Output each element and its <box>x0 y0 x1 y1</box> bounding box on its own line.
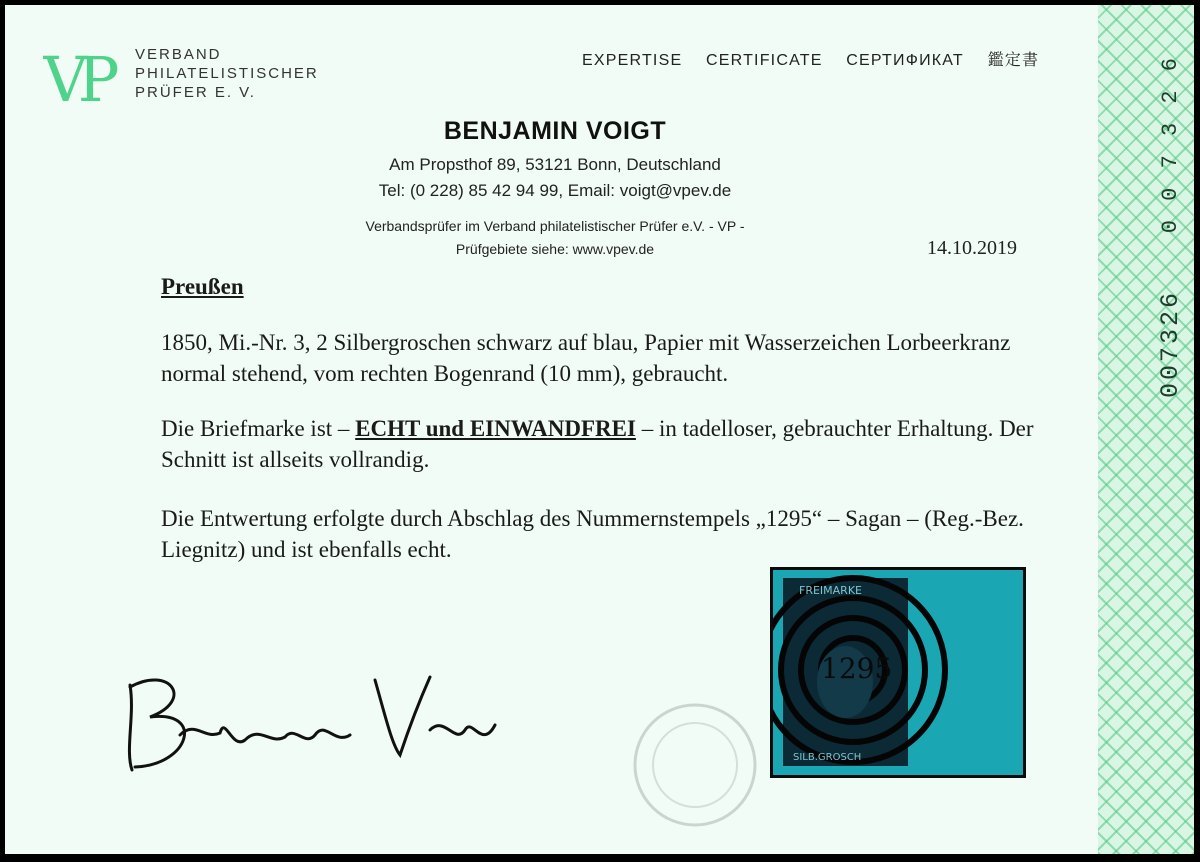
authenticity-suffix: – in tadelloser, gebrauchter Erhaltung. Der Schnitt ist allseits vollrandig. <box>161 416 1034 472</box>
stamp-description: 1850, Mi.-Nr. 3, 2 Silbergroschen schwarz auf blau, Papier mit Wasserzeichen Lorbeerkranz normal stehend, vom rechten Bogenrand (10 mm), gebraucht. <box>161 330 1011 386</box>
security-pattern-border <box>1098 5 1194 854</box>
vp-logo <box>43 43 123 107</box>
expert-contact: Tel: (0 228) 85 42 94 99, Email: voigt@vpev.de <box>378 181 732 200</box>
heading-russian: СЕРТИФИКАТ <box>846 52 964 69</box>
cancellation-rings <box>773 570 1023 775</box>
authenticity-verdict: ECHT und EINWANDFREI <box>355 416 636 441</box>
cancellation-statement: Die Entwertung erfolgte durch Abschlag des Nummernstempels „1295“ – Sagan – (Reg.-Bez. Liegnitz) und ist ebenfalls echt. <box>161 506 1024 562</box>
signature <box>110 655 510 785</box>
expert-address: Am Propsthof 89, 53121 Bonn, Deutschland <box>389 155 721 174</box>
heading-certificate: CERTIFICATE <box>705 52 823 69</box>
organization-line-3: PRÜFER E. V. <box>135 84 256 101</box>
serial-number-bottom: 007326 <box>1156 290 1185 399</box>
expert-affiliation: Verbandsprüfer im Verband philatelistischer Prüfer e.V. - VP - <box>365 218 745 234</box>
cancel-number: 1295 <box>821 652 893 685</box>
organization-line-2: PHILATELISTISCHER <box>135 65 319 82</box>
heading-japanese: 鑑定書 <box>987 52 1040 69</box>
certificate-date: 14.10.2019 <box>927 237 1017 259</box>
organization-name <box>135 45 319 102</box>
authenticity-statement <box>161 413 1061 475</box>
expert-areas: Prüfgebiete siehe: www.vpev.de <box>455 241 655 257</box>
heading-expertise: EXPERTISE <box>582 52 683 69</box>
organization-line-1: VERBAND <box>135 46 222 63</box>
stamp-paper <box>773 570 1023 775</box>
certificate-page <box>5 5 1194 854</box>
stamp-image <box>770 567 1026 778</box>
expert-name: BENJAMIN VOIGT <box>443 117 667 145</box>
stamp-top-text: FREIMARKE <box>799 584 862 597</box>
serial-number-top: 0 0 7 3 2 6 <box>1158 55 1183 234</box>
certificate-headings <box>582 47 1057 70</box>
svg-text:VP: VP <box>43 43 110 107</box>
stamp-bottom-text: SILB.GROSCH <box>793 752 862 763</box>
region-heading: Preußen <box>161 274 244 299</box>
authenticity-prefix: Die Briefmarke ist – <box>161 416 356 441</box>
